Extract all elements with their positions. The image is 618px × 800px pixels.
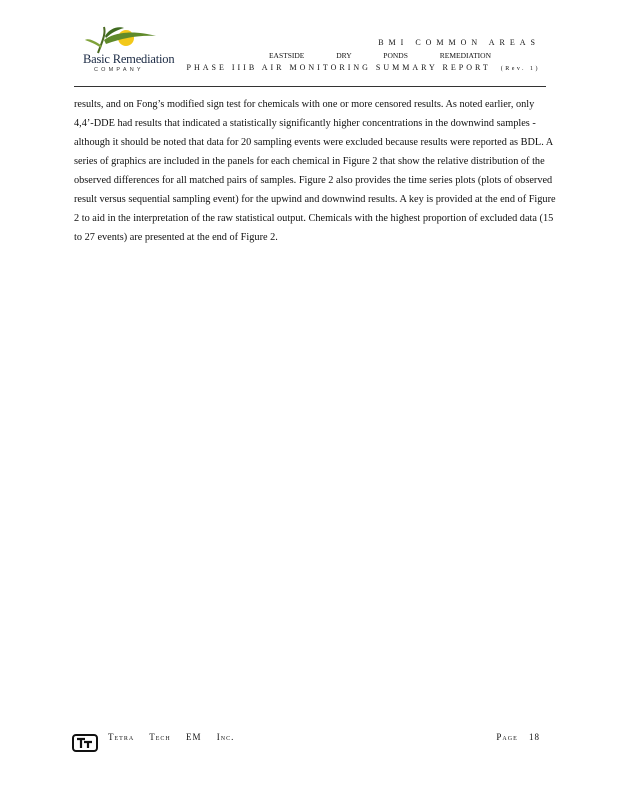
footer-company: Tetra Tech EM Inc. (108, 732, 235, 742)
logo-name: Basic Remediation (83, 52, 175, 66)
header-line-2: EASTSIDE DRY PONDS REMEDIATION (268, 51, 491, 60)
page-number: Page 18 (496, 732, 540, 742)
company-logo (78, 26, 175, 76)
tetra-tech-logo-icon (72, 734, 98, 752)
body-paragraph: results, and on Fong’s modified sign test for chemicals with one or more censored results. As noted earlier, only 4,4’-DDE had results that indicated a statistically significantly higher concentrations in the downwind samples - although it should be noted that data for 20 sampling events were excluded because results were reported as BDL. A series of graphics are included in the panels for each chemical in Figure 2 that show the relative distribution of the observed differences for all matched pairs of samples. Figure 2 also provides the time series plots (plots of observed result versus sequential sampling event) for the upwind and downwind results. A key is provided at the end of Figure 2 to aid in the interpretation of the raw statistical output. Chemicals with the highest proportion of excluded data (15 to 27 events) are presented at the end of Figure 2. (74, 99, 556, 243)
header-line-3 (187, 63, 541, 72)
plant-sun-logo-icon (84, 26, 164, 54)
header-line-1: BMI COMMON AREAS (378, 38, 540, 47)
header-divider (74, 86, 546, 87)
report-title: PHASE IIIB AIR MONITORING SUMMARY REPORT (186, 63, 491, 72)
revision-label: (Rev. 1) (500, 66, 540, 72)
logo-subtitle: COMPANY (94, 67, 144, 73)
